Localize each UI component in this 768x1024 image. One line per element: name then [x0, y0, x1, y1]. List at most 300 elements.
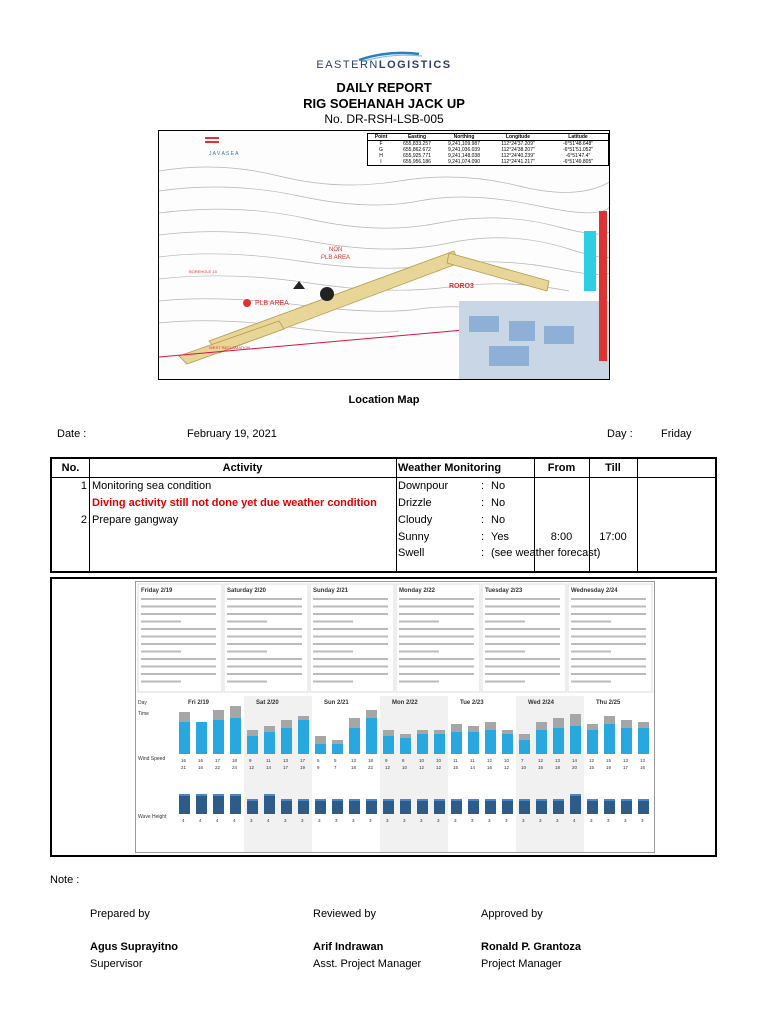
- wave-label: 3: [301, 818, 304, 823]
- reviewed-by-name: Arif Indrawan: [313, 941, 384, 953]
- wave-bar: [621, 799, 632, 814]
- forecast-text-line: [571, 658, 646, 660]
- wind-gust-label: 10: [521, 765, 527, 770]
- col-header-weather: Weather Monitoring: [398, 462, 502, 474]
- wind-avg-bar: [485, 730, 496, 754]
- wave-label: 3: [369, 818, 372, 823]
- wave-bar-top: [621, 799, 632, 801]
- coord-cell: 9,241,109.987: [448, 141, 480, 147]
- forecast-text-line: [399, 636, 474, 638]
- col-header-till: Till: [605, 462, 621, 474]
- forecast-text-line: [227, 621, 267, 623]
- activity-no: 1: [80, 480, 87, 492]
- wave-bar-top: [332, 799, 343, 801]
- approved-by-label: Approved by: [481, 908, 543, 920]
- forecast-text-line: [227, 598, 302, 600]
- forecast-text-line: [313, 598, 388, 600]
- logo-text: EASTERNLOGISTICS: [316, 59, 452, 71]
- forecast-text-line: [141, 636, 216, 638]
- wind-gust-label: 14: [266, 765, 272, 770]
- forecast-text-line: [227, 673, 302, 675]
- forecast-text-line: [571, 613, 646, 615]
- coord-cell: -6°51'51.052": [562, 147, 594, 153]
- wave-label: 4: [182, 818, 185, 823]
- forecast-day-short: Tue 2/23: [460, 700, 484, 706]
- wave-label: 3: [284, 818, 287, 823]
- wind-avg-bar: [638, 728, 649, 754]
- wave-bar: [298, 799, 309, 814]
- wave-label: 3: [641, 818, 644, 823]
- forecast-text-line: [485, 658, 560, 660]
- weather-name: Cloudy: [398, 514, 433, 526]
- forecast-text-line: [485, 598, 560, 600]
- wind-avg-label: 12: [589, 758, 595, 763]
- wind-gust-label: 14: [470, 765, 476, 770]
- coord-row: [368, 159, 608, 165]
- wave-bar: [400, 799, 411, 814]
- forecast-day-short: Fri 2/19: [188, 700, 210, 706]
- forecast-text-line: [571, 598, 646, 600]
- wave-bar-top: [451, 799, 462, 801]
- forecast-text-line: [141, 681, 181, 683]
- map-label-reclamation: WEST RECLAMATION: [209, 345, 251, 350]
- weather-forecast-image: [135, 581, 655, 853]
- forecast-text-line: [399, 621, 439, 623]
- forecast-day-box: [482, 584, 566, 692]
- wind-avg-bar: [366, 718, 377, 754]
- wave-bar-top: [570, 794, 581, 796]
- wave-bar: [485, 799, 496, 814]
- weather-from: 8:00: [550, 531, 573, 543]
- coord-cell: -6°51'49.805": [562, 159, 594, 165]
- wave-bar: [349, 799, 360, 814]
- weather-value: No: [491, 480, 506, 492]
- map-caption: Location Map: [348, 394, 420, 406]
- date-label: Date :: [57, 428, 87, 440]
- wind-avg-bar: [213, 720, 224, 754]
- prepared-by-role: Supervisor: [90, 958, 143, 970]
- wind-gust-label: 12: [419, 765, 425, 770]
- forecast-text-line: [227, 658, 302, 660]
- report-subtitle: RIG SOEHANAH JACK UP: [303, 96, 465, 111]
- weather-sep: :: [481, 497, 485, 509]
- forecast-text-line: [313, 658, 388, 660]
- wave-bar: [332, 799, 343, 814]
- forecast-text-line: [227, 606, 302, 608]
- coord-cell: -6°51'47.4": [565, 153, 591, 159]
- wind-avg-label: 9: [249, 758, 252, 763]
- wind-avg-bar: [230, 718, 241, 754]
- forecast-text-line: [313, 613, 388, 615]
- wave-bar: [604, 799, 615, 814]
- wave-bar: [587, 799, 598, 814]
- forecast-day-box: [568, 584, 652, 692]
- wave-bar: [264, 794, 275, 814]
- wind-avg-label: 12: [538, 758, 544, 763]
- wave-bar-top: [587, 799, 598, 801]
- forecast-day-title: Saturday 2/20: [227, 588, 267, 594]
- wind-avg-bar: [570, 726, 581, 754]
- forecast-text-line: [485, 673, 560, 675]
- wind-gust-label: 15: [589, 765, 595, 770]
- wind-avg-bar: [179, 722, 190, 754]
- forecast-text-line: [227, 651, 267, 653]
- wind-avg-label: 18: [368, 758, 374, 763]
- forecast-text-line: [313, 681, 353, 683]
- forecast-text-line: [571, 651, 611, 653]
- forecast-text-line: [141, 598, 216, 600]
- forecast-text-line: [313, 673, 388, 675]
- coord-cell: G: [379, 147, 383, 153]
- day-label: Day :: [607, 428, 633, 440]
- weather-name: Drizzle: [398, 497, 432, 509]
- wind-avg-label: 5: [317, 758, 320, 763]
- date-value: February 19, 2021: [187, 428, 277, 440]
- forecast-text-line: [399, 673, 474, 675]
- note-label: Note :: [50, 874, 80, 886]
- wind-gust-label: 24: [232, 765, 238, 770]
- wave-bar-top: [468, 799, 479, 801]
- wind-gust-label: 18: [555, 765, 561, 770]
- borehole-marker-icon: [243, 299, 251, 307]
- coord-header-point: Point: [374, 134, 388, 140]
- wind-avg-label: 13: [351, 758, 357, 763]
- forecast-text-line: [227, 643, 302, 645]
- wave-bar: [281, 799, 292, 814]
- forecast-text-line: [571, 643, 646, 645]
- wave-bar: [519, 799, 530, 814]
- wind-gust-label: 16: [640, 765, 646, 770]
- forecast-text-line: [571, 621, 611, 623]
- reviewed-by-role: Asst. Project Manager: [313, 958, 422, 970]
- forecast-text-line: [141, 643, 216, 645]
- forecast-day-box: [138, 584, 222, 692]
- company-logo: [300, 50, 468, 76]
- wind-gust-label: 12: [436, 765, 442, 770]
- forecast-text-line: [227, 681, 267, 683]
- wave-label: 3: [352, 818, 355, 823]
- wave-label: 3: [539, 818, 542, 823]
- wind-avg-bar: [621, 728, 632, 754]
- wave-bar: [638, 799, 649, 814]
- map-label-plb: PLB AREA: [255, 300, 289, 307]
- report-title: DAILY REPORT: [336, 80, 432, 95]
- forecast-text-line: [313, 651, 353, 653]
- wave-label: 4: [199, 818, 202, 823]
- coord-cell: I: [380, 159, 382, 165]
- wind-avg-label: 16: [198, 758, 204, 763]
- row-label-wave: Wave Height: [138, 814, 167, 820]
- forecast-text-line: [399, 598, 474, 600]
- forecast-day-title: Wednesday 2/24: [571, 588, 618, 594]
- wave-bar: [468, 799, 479, 814]
- forecast-text-line: [141, 666, 216, 668]
- wave-bar-top: [485, 799, 496, 801]
- forecast-text-line: [485, 651, 525, 653]
- activity-text: Monitoring sea condition: [92, 480, 212, 492]
- wind-avg-label: 12: [487, 758, 493, 763]
- wave-bar: [434, 799, 445, 814]
- approved-by-role: Project Manager: [481, 958, 562, 970]
- wave-bar: [366, 799, 377, 814]
- wave-label: 4: [233, 818, 236, 823]
- coord-cell: 655,925.771: [403, 153, 431, 159]
- forecast-text-line: [485, 613, 560, 615]
- coord-header-latitude: Latitude: [568, 134, 588, 140]
- wind-avg-label: 9: [385, 758, 388, 763]
- wind-avg-label: 11: [470, 758, 475, 763]
- forecast-text-line: [313, 666, 388, 668]
- col-header-activity: Activity: [222, 462, 263, 474]
- forecast-text-line: [485, 643, 560, 645]
- wind-avg-bar: [349, 728, 360, 754]
- weather-value: No: [491, 514, 506, 526]
- forecast-text-line: [571, 606, 646, 608]
- wave-bar-top: [519, 799, 530, 801]
- wind-gust-label: 19: [606, 765, 612, 770]
- row-label-time: Time: [138, 711, 149, 717]
- wave-label: 4: [573, 818, 576, 823]
- wave-bar: [315, 799, 326, 814]
- wind-avg-bar: [604, 724, 615, 754]
- forecast-text-line: [571, 673, 646, 675]
- row-label-wind: Wind Speed: [138, 756, 166, 762]
- wave-label: 4: [216, 818, 219, 823]
- wind-avg-label: 8: [402, 758, 405, 763]
- weather-name: Sunny: [398, 531, 430, 543]
- wave-bar: [179, 794, 190, 814]
- forecast-text-line: [399, 666, 474, 668]
- wind-avg-label: 18: [232, 758, 238, 763]
- wind-avg-bar: [332, 744, 343, 754]
- wind-avg-bar: [536, 730, 547, 754]
- wind-avg-bar: [553, 728, 564, 754]
- wind-avg-bar: [434, 734, 445, 754]
- forecast-text-line: [227, 613, 302, 615]
- wave-bar-top: [213, 794, 224, 796]
- forecast-text-line: [313, 643, 388, 645]
- coord-cell: H: [379, 153, 383, 159]
- wind-avg-bar: [196, 722, 207, 754]
- wave-label: 3: [556, 818, 559, 823]
- weather-forecast-panel: [50, 577, 717, 857]
- forecast-day-box: [396, 584, 480, 692]
- weather-name: Swell: [398, 547, 425, 559]
- wave-bar: [553, 799, 564, 814]
- forecast-day-box: [310, 584, 394, 692]
- wave-bar-top: [179, 794, 190, 796]
- forecast-day-title: Friday 2/19: [141, 588, 173, 594]
- wave-bar-top: [315, 799, 326, 801]
- wave-label: 4: [267, 818, 270, 823]
- forecast-text-line: [399, 681, 439, 683]
- wind-gust-label: 17: [283, 765, 289, 770]
- wind-avg-bar: [298, 720, 309, 754]
- weather-sep: :: [481, 514, 485, 526]
- forecast-text-line: [485, 621, 525, 623]
- wave-bar-top: [502, 799, 513, 801]
- wind-avg-label: 7: [521, 758, 524, 763]
- day-value: Friday: [661, 428, 692, 440]
- wave-bar: [536, 799, 547, 814]
- forecast-day-short: Thu 2/25: [596, 700, 621, 706]
- wind-avg-bar: [315, 744, 326, 754]
- wind-avg-bar: [264, 732, 275, 754]
- wave-bar: [383, 799, 394, 814]
- wind-avg-label: 10: [419, 758, 425, 763]
- wave-bar-top: [604, 799, 615, 801]
- wave-bar: [502, 799, 513, 814]
- weather-till: 17:00: [599, 531, 627, 543]
- wind-gust-label: 16: [198, 765, 204, 770]
- wave-label: 3: [454, 818, 457, 823]
- forecast-text-line: [485, 666, 560, 668]
- forecast-text-line: [571, 636, 646, 638]
- wave-label: 3: [522, 818, 525, 823]
- forecast-text-line: [141, 621, 181, 623]
- wind-gust-label: 22: [215, 765, 221, 770]
- wave-bar-top: [298, 799, 309, 801]
- map-label-borehole: BOREHOLE 15: [189, 269, 217, 274]
- location-map: [158, 130, 610, 380]
- forecast-text-line: [313, 636, 388, 638]
- wind-avg-label: 10: [504, 758, 510, 763]
- wave-label: 3: [590, 818, 593, 823]
- coord-cell: 112°24'38.207": [501, 147, 535, 153]
- forecast-day-short: Mon 2/22: [392, 700, 418, 706]
- forecast-text-line: [399, 651, 439, 653]
- map-label-non: NON: [329, 247, 343, 253]
- wave-bar: [417, 799, 428, 814]
- weather-sep: :: [481, 547, 485, 559]
- col-header-no: No.: [61, 462, 80, 474]
- wind-avg-label: 13: [640, 758, 646, 763]
- wave-bar-top: [264, 794, 275, 796]
- wind-gust-label: 12: [385, 765, 391, 770]
- wind-gust-label: 17: [623, 765, 629, 770]
- wave-bar-top: [281, 799, 292, 801]
- day-shade: [380, 696, 448, 852]
- wind-avg-label: 16: [181, 758, 187, 763]
- wind-avg-label: 14: [572, 758, 578, 763]
- activity-no: 2: [80, 514, 87, 526]
- wind-gust-label: 22: [368, 765, 374, 770]
- wind-gust-label: 21: [181, 765, 187, 770]
- wind-avg-label: 10: [436, 758, 442, 763]
- prepared-by-name: Agus Suprayitno: [90, 941, 179, 953]
- coordinate-table: [367, 133, 609, 166]
- wind-avg-label: 11: [266, 758, 271, 763]
- forecast-text-line: [571, 681, 611, 683]
- forecast-text-line: [485, 606, 560, 608]
- forecast-day-box: [224, 584, 308, 692]
- coord-cell: 655,862.672: [403, 147, 431, 153]
- approved-by-name: Ronald P. Grantoza: [481, 941, 582, 953]
- forecast-text-line: [485, 636, 560, 638]
- coord-cell: F: [379, 141, 383, 147]
- wind-gust-label: 12: [249, 765, 255, 770]
- weather-sep: :: [481, 531, 485, 543]
- coord-cell: 9,241,148.038: [448, 153, 480, 159]
- map-sea-label: J A V A S E A: [209, 151, 239, 157]
- forecast-text-line: [571, 628, 646, 630]
- wave-bar: [247, 799, 258, 814]
- wind-avg-bar: [383, 736, 394, 754]
- wave-bar-top: [536, 799, 547, 801]
- wind-gust-label: 9: [317, 765, 320, 770]
- coord-header-northing: Northing: [453, 134, 475, 140]
- wind-avg-bar: [281, 728, 292, 754]
- wind-avg-bar: [400, 738, 411, 754]
- activity-text-highlight: Diving activity still not done yet due weather condition: [92, 497, 377, 509]
- wave-bar-top: [553, 799, 564, 801]
- forecast-day-short: Wed 2/24: [528, 700, 554, 706]
- wind-gust-label: 19: [300, 765, 306, 770]
- wave-label: 3: [505, 818, 508, 823]
- forecast-text-line: [141, 606, 216, 608]
- coord-cell: 655,956.186: [403, 159, 431, 165]
- forecast-text-line: [485, 681, 525, 683]
- wave-label: 3: [403, 818, 406, 823]
- wind-avg-label: 15: [606, 758, 612, 763]
- forecast-text-line: [313, 628, 388, 630]
- forecast-day-title: Tuesday 2/23: [485, 588, 523, 594]
- forecast-text-line: [141, 673, 216, 675]
- wave-label: 3: [437, 818, 440, 823]
- wind-gust-label: 18: [351, 765, 357, 770]
- activity-weather-table: [50, 457, 717, 573]
- wind-avg-label: 5: [334, 758, 337, 763]
- forecast-text-line: [399, 658, 474, 660]
- wave-label: 3: [318, 818, 321, 823]
- forecast-text-line: [399, 628, 474, 630]
- wave-bar-top: [247, 799, 258, 801]
- forecast-text-line: [399, 613, 474, 615]
- wind-gust-label: 16: [538, 765, 544, 770]
- wind-avg-bar: [519, 740, 530, 754]
- forecast-text-line: [313, 606, 388, 608]
- forecast-day-short: Sun 2/21: [324, 700, 349, 706]
- row-label-day: Day: [138, 700, 147, 706]
- forecast-text-line: [399, 643, 474, 645]
- wind-gust-label: 10: [402, 765, 408, 770]
- wind-gust-label: 15: [453, 765, 459, 770]
- prepared-by-label: Prepared by: [90, 908, 150, 920]
- wave-label: 3: [607, 818, 610, 823]
- wind-avg-label: 17: [300, 758, 306, 763]
- rig-icon: [320, 287, 334, 301]
- coord-cell: 9,241,074.090: [448, 159, 480, 165]
- weather-value: (see weather forecast): [491, 547, 601, 559]
- wave-bar-top: [417, 799, 428, 801]
- map-label-roro: RORO3: [449, 283, 474, 290]
- wave-bar-top: [434, 799, 445, 801]
- wave-bar-top: [366, 799, 377, 801]
- map-label-non-plb: PLB AREA: [321, 255, 351, 261]
- weather-name: Downpour: [398, 480, 449, 492]
- wave-label: 3: [471, 818, 474, 823]
- forecast-text-line: [399, 606, 474, 608]
- forecast-text-line: [227, 636, 302, 638]
- wave-bar: [196, 794, 207, 814]
- wind-avg-label: 11: [453, 758, 458, 763]
- forecast-text-line: [141, 658, 216, 660]
- wave-bar-top: [349, 799, 360, 801]
- wind-avg-bar: [451, 732, 462, 754]
- forecast-day-short: Sat 2/20: [256, 700, 279, 706]
- coord-cell: -6°51'48.648": [562, 141, 594, 147]
- wave-bar-top: [196, 794, 207, 796]
